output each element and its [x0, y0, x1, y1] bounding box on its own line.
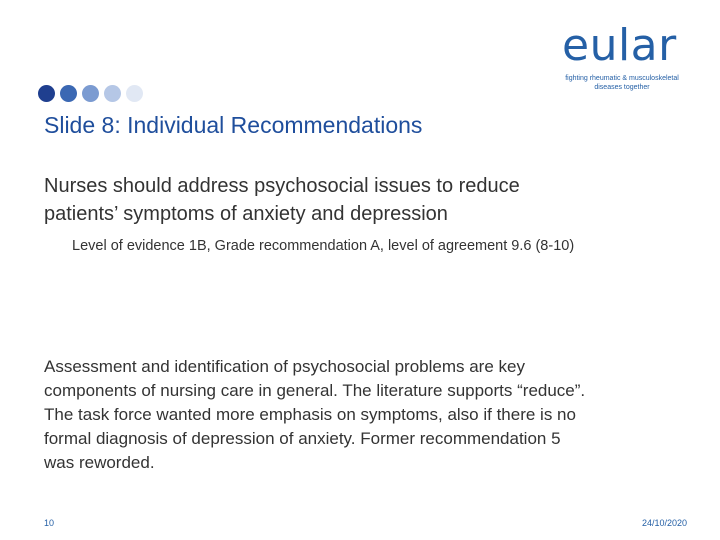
eular-logo — [562, 20, 692, 92]
body-line: formal diagnosis of depression of anxiety. Former recommendation 5 — [44, 429, 561, 448]
dot-icon — [104, 85, 121, 102]
logo-wordmark: eular — [562, 20, 677, 71]
recommendation-line: patients’ symptoms of anxiety and depression — [44, 203, 448, 225]
logo-tagline-line2: diseases together — [594, 84, 650, 91]
evidence-level: Level of evidence 1B, Grade recommendation A, level of agreement 9.6 (8-10) — [72, 238, 575, 254]
decorative-dots — [38, 85, 143, 102]
body-paragraph — [44, 355, 684, 475]
body-line: Assessment and identification of psychosocial problems are key — [44, 357, 525, 376]
dot-icon — [82, 85, 99, 102]
dot-icon — [38, 85, 55, 102]
logo-tagline-line1: fighting rheumatic & musculoskeletal — [565, 75, 679, 82]
recommendation-text — [44, 172, 684, 228]
dot-icon — [126, 85, 143, 102]
recommendation-line: Nurses should address psychosocial issues to reduce — [44, 175, 520, 197]
footer-date: 24/10/2020 — [641, 518, 687, 528]
body-line: was reworded. — [44, 453, 155, 472]
slide-title: Slide 8: Individual Recommendations — [44, 112, 423, 138]
dot-icon — [60, 85, 77, 102]
body-line: components of nursing care in general. The literature supports “reduce”. — [44, 381, 586, 400]
body-line: The task force wanted more emphasis on symptoms, also if there is no — [44, 405, 576, 424]
logo-tagline — [562, 74, 682, 92]
page-number: 10 — [44, 518, 55, 528]
